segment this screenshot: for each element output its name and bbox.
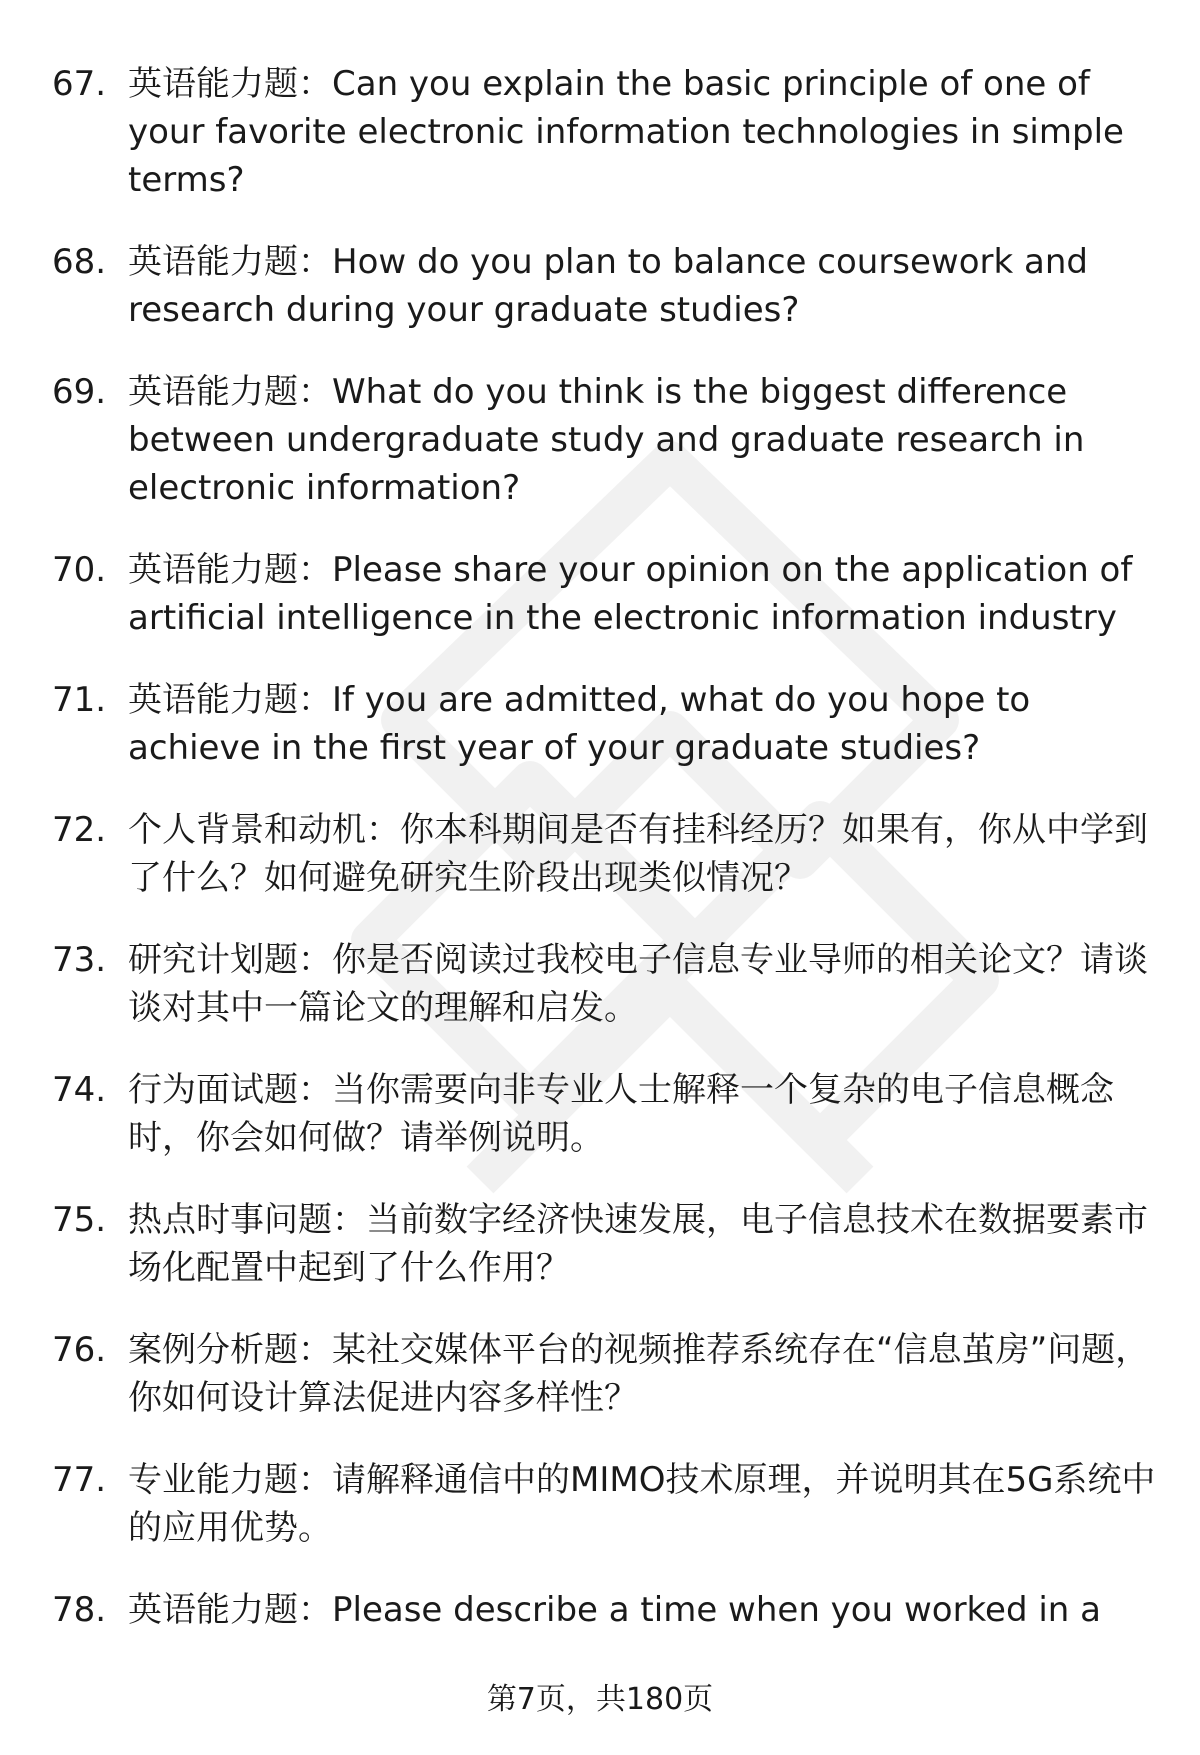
question-number: 75.	[52, 1200, 107, 1240]
question-text: 英语能力题：Please share your opinion on the application of artificial intelligence in the electronic information industry	[128, 550, 1133, 638]
question-text: 个人背景和动机：你本科期间是否有挂科经历？如果有，你从中学到了什么？如何避免研究生阶段出现类似情况？	[128, 810, 1148, 898]
question-text: 研究计划题：你是否阅读过我校电子信息专业导师的相关论文？请谈谈对其中一篇论文的理解和启发。	[128, 940, 1148, 1028]
question-item-75	[52, 1196, 1162, 1292]
question-item-70	[52, 546, 1162, 642]
question-list	[52, 60, 1162, 1668]
question-number: 78.	[52, 1590, 107, 1630]
question-text: 英语能力题：Please describe a time when you worked in a	[128, 1590, 1101, 1630]
question-number: 77.	[52, 1460, 107, 1500]
question-number: 70.	[52, 550, 107, 590]
question-text: 英语能力题：If you are admitted, what do you hope to achieve in the first year of your graduate studies?	[128, 680, 1031, 768]
question-item-76	[52, 1326, 1162, 1422]
question-item-78	[52, 1586, 1162, 1634]
question-number: 76.	[52, 1330, 107, 1370]
question-text: 英语能力题：Can you explain the basic principle of one of your favorite electronic information technologies in simple terms?	[128, 64, 1124, 200]
question-number: 74.	[52, 1070, 107, 1110]
question-text: 行为面试题：当你需要向非专业人士解释一个复杂的电子信息概念时，你会如何做？请举例说明。	[128, 1070, 1114, 1158]
question-item-74	[52, 1066, 1162, 1162]
question-item-77	[52, 1456, 1162, 1552]
question-item-71	[52, 676, 1162, 772]
question-number: 68.	[52, 242, 107, 282]
question-text: 英语能力题：What do you think is the biggest difference between undergraduate study and graduate research in electronic information?	[128, 372, 1085, 508]
question-item-68	[52, 238, 1162, 334]
question-number: 71.	[52, 680, 107, 720]
question-item-72	[52, 806, 1162, 902]
question-text: 热点时事问题：当前数字经济快速发展，电子信息技术在数据要素市场化配置中起到了什么作用？	[128, 1200, 1148, 1288]
page-number-footer: 第7页，共180页	[486, 1682, 714, 1717]
question-text: 专业能力题：请解释通信中的MIMO技术原理，并说明其在5G系统中的应用优势。	[128, 1460, 1156, 1548]
question-number: 69.	[52, 372, 107, 412]
question-item-67	[52, 60, 1162, 204]
question-text: 英语能力题：How do you plan to balance coursework and research during your graduate studies?	[128, 242, 1088, 330]
question-number: 73.	[52, 940, 107, 980]
question-item-69	[52, 368, 1162, 512]
question-number: 67.	[52, 64, 107, 104]
question-item-73	[52, 936, 1162, 1032]
question-text: 案例分析题：某社交媒体平台的视频推荐系统存在“信息茧房”问题，你如何设计算法促进内容多样性？	[128, 1330, 1150, 1418]
question-number: 72.	[52, 810, 107, 850]
